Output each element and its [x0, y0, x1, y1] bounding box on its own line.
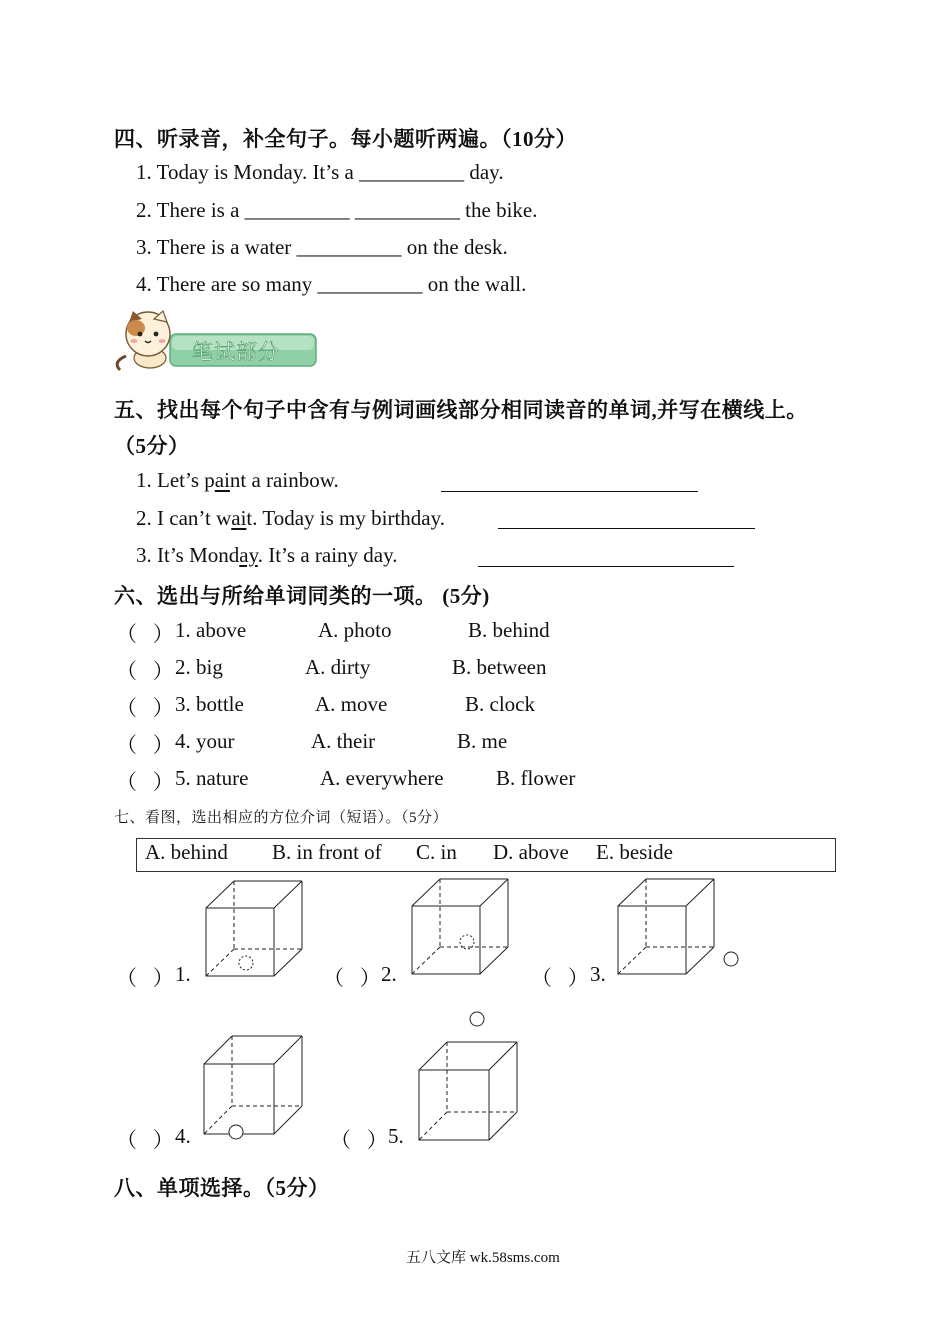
s7-label-1: 1. [175, 962, 191, 986]
footer-watermark: 五八文库 wk.58sms.com [406, 1250, 560, 1266]
s6-b-4: B. me [457, 729, 508, 753]
cube-ball-behind-figure [406, 874, 516, 978]
s4-item-3-pre: 3. There is a water [136, 235, 297, 259]
section5-heading-score: （5分） [114, 434, 190, 458]
s7-options-box [136, 838, 836, 872]
s4-item-3-blank[interactable]: __________ [296, 235, 402, 259]
s6-a-3: A. move [315, 692, 388, 716]
s6-q-5: 5. nature [175, 766, 249, 790]
cube-ball-above-figure [412, 1008, 524, 1144]
s7-paren-1[interactable]: （ ） [116, 966, 174, 990]
s7-label-2: 2. [381, 962, 397, 986]
s6-a-1: A. photo [318, 618, 392, 642]
s6-b-3: B. clock [465, 692, 535, 716]
s7-option-c: C. in [416, 840, 457, 864]
cube-ball-inside-figure [200, 876, 310, 980]
s6-b-2: B. between [452, 655, 547, 679]
s6-a-5: A. everywhere [320, 766, 444, 790]
s7-option-b: B. in front of [272, 840, 382, 864]
s5-item-2 [136, 506, 445, 531]
s6-q-3: 3. bottle [175, 692, 244, 716]
s5-item-2-underlined: ai [231, 506, 247, 530]
s5-item-2-b: t. Today is my birthday. [246, 506, 446, 530]
s6-q-1: 1. above [175, 618, 247, 642]
s6-paren-1[interactable]: （ ） [116, 622, 174, 646]
s4-item-2 [136, 198, 537, 223]
s4-item-1 [136, 160, 504, 185]
s6-paren-2[interactable]: （ ） [116, 659, 174, 683]
s5-item-3-b: . It’s a rainy day. [257, 543, 398, 567]
s7-option-d: D. above [493, 840, 569, 864]
s7-paren-4[interactable]: （ ） [116, 1128, 174, 1152]
s4-item-2-blank-a[interactable]: __________ [244, 198, 350, 222]
s5-item-2-a: 2. I can’t w [136, 506, 232, 530]
s7-option-a: A. behind [145, 840, 228, 864]
s6-paren-5[interactable]: （ ） [116, 770, 174, 794]
s6-q-4: 4. your [175, 729, 235, 753]
s4-item-1-pre: 1. Today is Monday. It’s a [136, 160, 360, 184]
s4-item-2-pre: 2. There is a [136, 198, 245, 222]
s4-item-3-post: on the desk. [401, 235, 508, 259]
s7-option-e: E. beside [596, 840, 673, 864]
s4-item-1-post: day. [464, 160, 504, 184]
s7-paren-3[interactable]: （ ） [531, 966, 589, 990]
section8-heading: 八、单项选择。（5分） [114, 1176, 330, 1200]
s6-q-2: 2. big [175, 655, 223, 679]
s7-paren-5[interactable]: （ ） [330, 1128, 388, 1152]
s7-label-4: 4. [175, 1124, 191, 1148]
section7-heading: 七、看图，选出相应的方位介词（短语）。（5分） [114, 810, 449, 826]
s7-label-3: 3. [590, 962, 606, 986]
s4-item-4-blank[interactable]: __________ [317, 272, 423, 296]
s5-answer-line-2[interactable] [498, 528, 755, 529]
s6-paren-4[interactable]: （ ） [116, 733, 174, 757]
s7-paren-2[interactable]: （ ） [323, 966, 381, 990]
s6-a-2: A. dirty [305, 655, 371, 679]
s6-b-5: B. flower [496, 766, 576, 790]
section6-heading: 六、选出与所给单词同类的一项。 (5分) [114, 584, 490, 608]
cube-ball-in-front-figure [198, 1032, 308, 1144]
written-part-banner [112, 310, 322, 372]
s5-item-1 [136, 468, 339, 493]
s4-item-4 [136, 272, 526, 297]
s5-answer-line-1[interactable] [441, 491, 698, 492]
s5-item-1-underlined: ai [214, 468, 230, 492]
s4-item-2-blank-b[interactable]: __________ [354, 198, 460, 222]
s6-b-1: B. behind [468, 618, 550, 642]
section5-heading: 五、找出每个句子中含有与例词画线部分相同读音的单词,并写在横线上。 [114, 398, 808, 422]
s4-item-4-pre: 4. There are so many [136, 272, 318, 296]
s5-item-1-b: nt a rainbow. [229, 468, 339, 492]
s5-item-3-underlined: ay [239, 543, 258, 567]
s4-item-3 [136, 235, 508, 260]
s6-paren-3[interactable]: （ ） [116, 696, 174, 720]
s4-item-1-blank[interactable]: __________ [359, 160, 465, 184]
s5-item-3 [136, 543, 398, 568]
s4-item-4-post: on the wall. [422, 272, 527, 296]
s4-item-2-post: the bike. [459, 198, 538, 222]
s6-a-4: A. their [311, 729, 376, 753]
cube-ball-beside-figure [612, 874, 746, 978]
s5-item-1-a: 1. Let’s p [136, 468, 215, 492]
banner-label: 笔试部分 [192, 340, 280, 364]
s5-item-3-a: 3. It’s Mond [136, 543, 240, 567]
s5-answer-line-3[interactable] [478, 566, 734, 567]
section4-heading: 四、听录音，补全句子。每小题听两遍。（10分） [114, 127, 577, 151]
s7-label-5: 5. [388, 1124, 404, 1148]
